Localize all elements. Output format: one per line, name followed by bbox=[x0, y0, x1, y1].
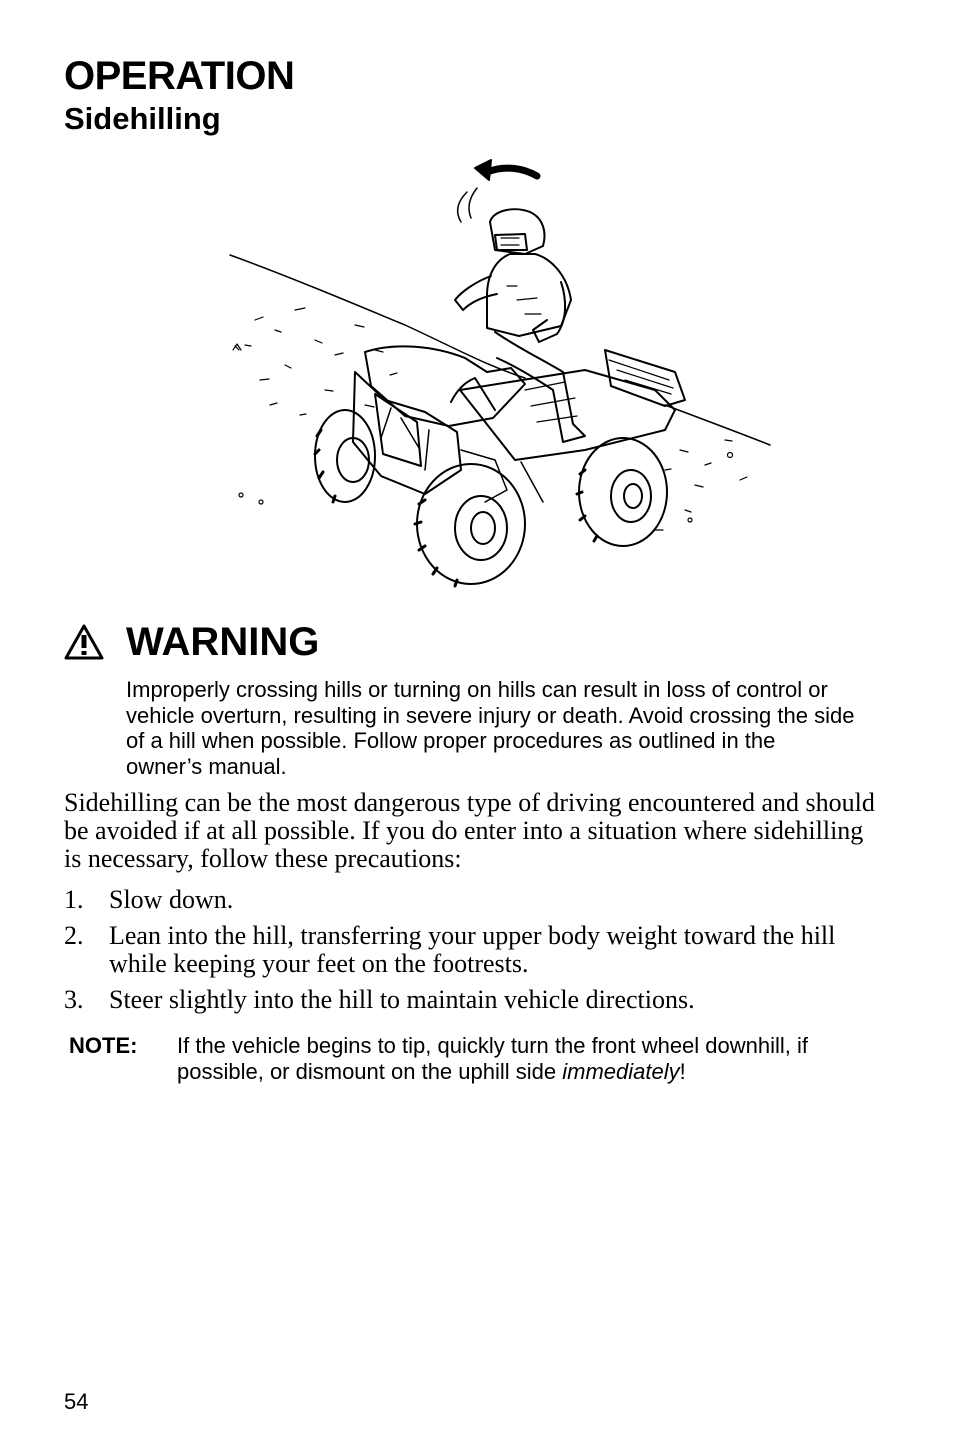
precautions-list bbox=[64, 886, 894, 1022]
front-left-wheel bbox=[315, 410, 375, 502]
note-emphasis: immediately bbox=[562, 1058, 680, 1084]
step-number: 1. bbox=[64, 885, 84, 914]
rear-wheel bbox=[577, 438, 667, 546]
front-right-wheel bbox=[415, 464, 525, 586]
step-text: Lean into the hill, transferring your upper body weight toward the hill while keeping your feet on the footrests. bbox=[109, 921, 836, 978]
step-number: 3. bbox=[64, 985, 84, 1014]
note bbox=[69, 1033, 829, 1084]
list-item bbox=[64, 922, 894, 978]
subsection-title: Sidehilling bbox=[64, 101, 221, 136]
note-text bbox=[177, 1033, 829, 1084]
step-text: Steer slightly into the hill to maintain vehicle directions. bbox=[109, 985, 695, 1014]
page-number: 54 bbox=[64, 1389, 89, 1414]
sidehilling-illustration bbox=[225, 150, 785, 590]
note-end: ! bbox=[679, 1058, 686, 1084]
warning-text: Improperly crossing hills or turning on hills can result in loss of control or vehicle overturn, resulting in severe injury or death. Avoid crossing the side of a hill when possible. Follow proper procedures as outlined in the owner’s manual. bbox=[126, 677, 855, 779]
hillside bbox=[230, 255, 770, 530]
note-body: If the vehicle begins to tip, quickly turn the front wheel downhill, if possible, or dismount on the uphill side bbox=[177, 1033, 809, 1084]
note-label: NOTE: bbox=[69, 1033, 138, 1058]
list-item bbox=[64, 986, 894, 1014]
warning-triangle-icon bbox=[64, 624, 104, 660]
warning-title: WARNING bbox=[126, 620, 320, 664]
section-title: OPERATION bbox=[64, 54, 295, 98]
intro-paragraph: Sidehilling can be the most dangerous type of driving encountered and should be avoided if at all possible. If you do enter into a situation where sidehilling is necessary, follow these precautions: bbox=[64, 788, 875, 873]
warning-header bbox=[64, 622, 319, 662]
list-item bbox=[64, 886, 894, 914]
step-number: 2. bbox=[64, 921, 84, 950]
step-text: Slow down. bbox=[109, 885, 234, 914]
